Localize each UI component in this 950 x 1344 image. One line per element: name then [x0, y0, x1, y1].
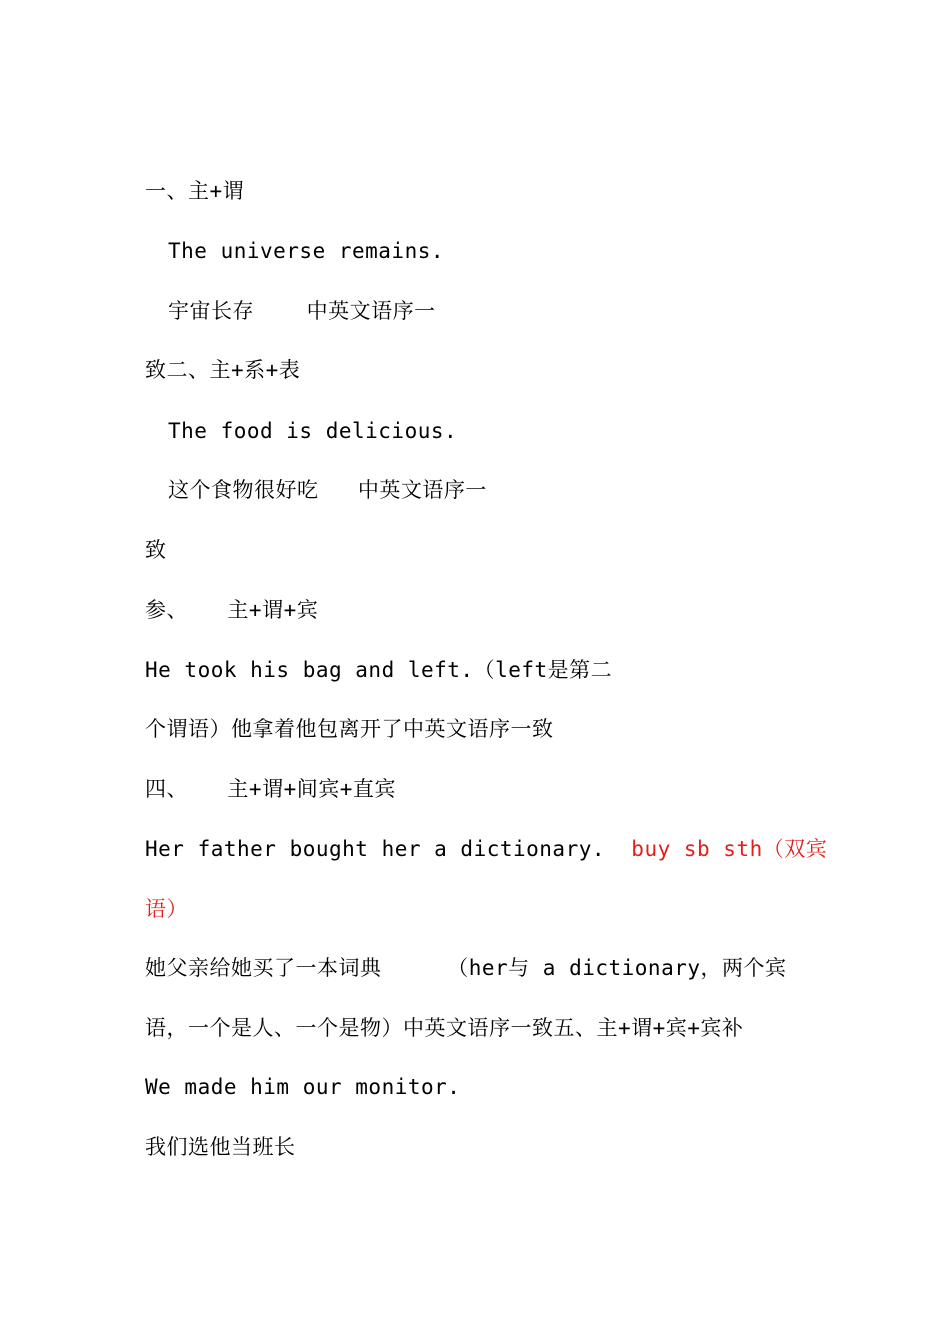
heading-subject-verb-object: 参、 主+谓+宾 — [145, 598, 319, 622]
example-english-5: We made him our monitor. — [145, 1075, 461, 1099]
heading-double-object: 四、 主+谓+间宾+直宾 — [145, 777, 396, 801]
example-chinese-3: 个谓语）他拿着他包离开了中英文语序一致 — [145, 717, 554, 741]
double-object-note: buy sb sth（双宾 — [631, 837, 828, 861]
example-chinese-1: 宇宙长存 中英文语序一 — [168, 299, 436, 323]
example-chinese-4: 她父亲给她买了一本词典 （her与 a dictionary，两个宾 — [145, 956, 787, 980]
double-object-note-continued: 语） — [145, 897, 188, 921]
heading-subject-linking-predicative: 致二、主+系+表 — [145, 358, 301, 382]
example-chinese-2: 这个食物很好吃 中英文语序一 — [168, 478, 487, 502]
example-english-4-text: Her father bought her a dictionary. — [145, 837, 632, 861]
example-chinese-5: 我们选他当班长 — [145, 1135, 296, 1159]
example-english-1: The universe remains. — [168, 239, 445, 263]
example-english-4 — [145, 836, 827, 862]
heading-subject-verb: 一、主+谓 — [145, 179, 245, 203]
example-english-3: He took his bag and left.（left是第二 — [145, 658, 613, 682]
example-chinese-4-continued: 语，一个是人、一个是物）中英文语序一致五、主+谓+宾+宾补 — [145, 1016, 744, 1040]
example-chinese-2-continued: 致 — [145, 538, 167, 562]
example-english-2: The food is delicious. — [168, 419, 458, 443]
